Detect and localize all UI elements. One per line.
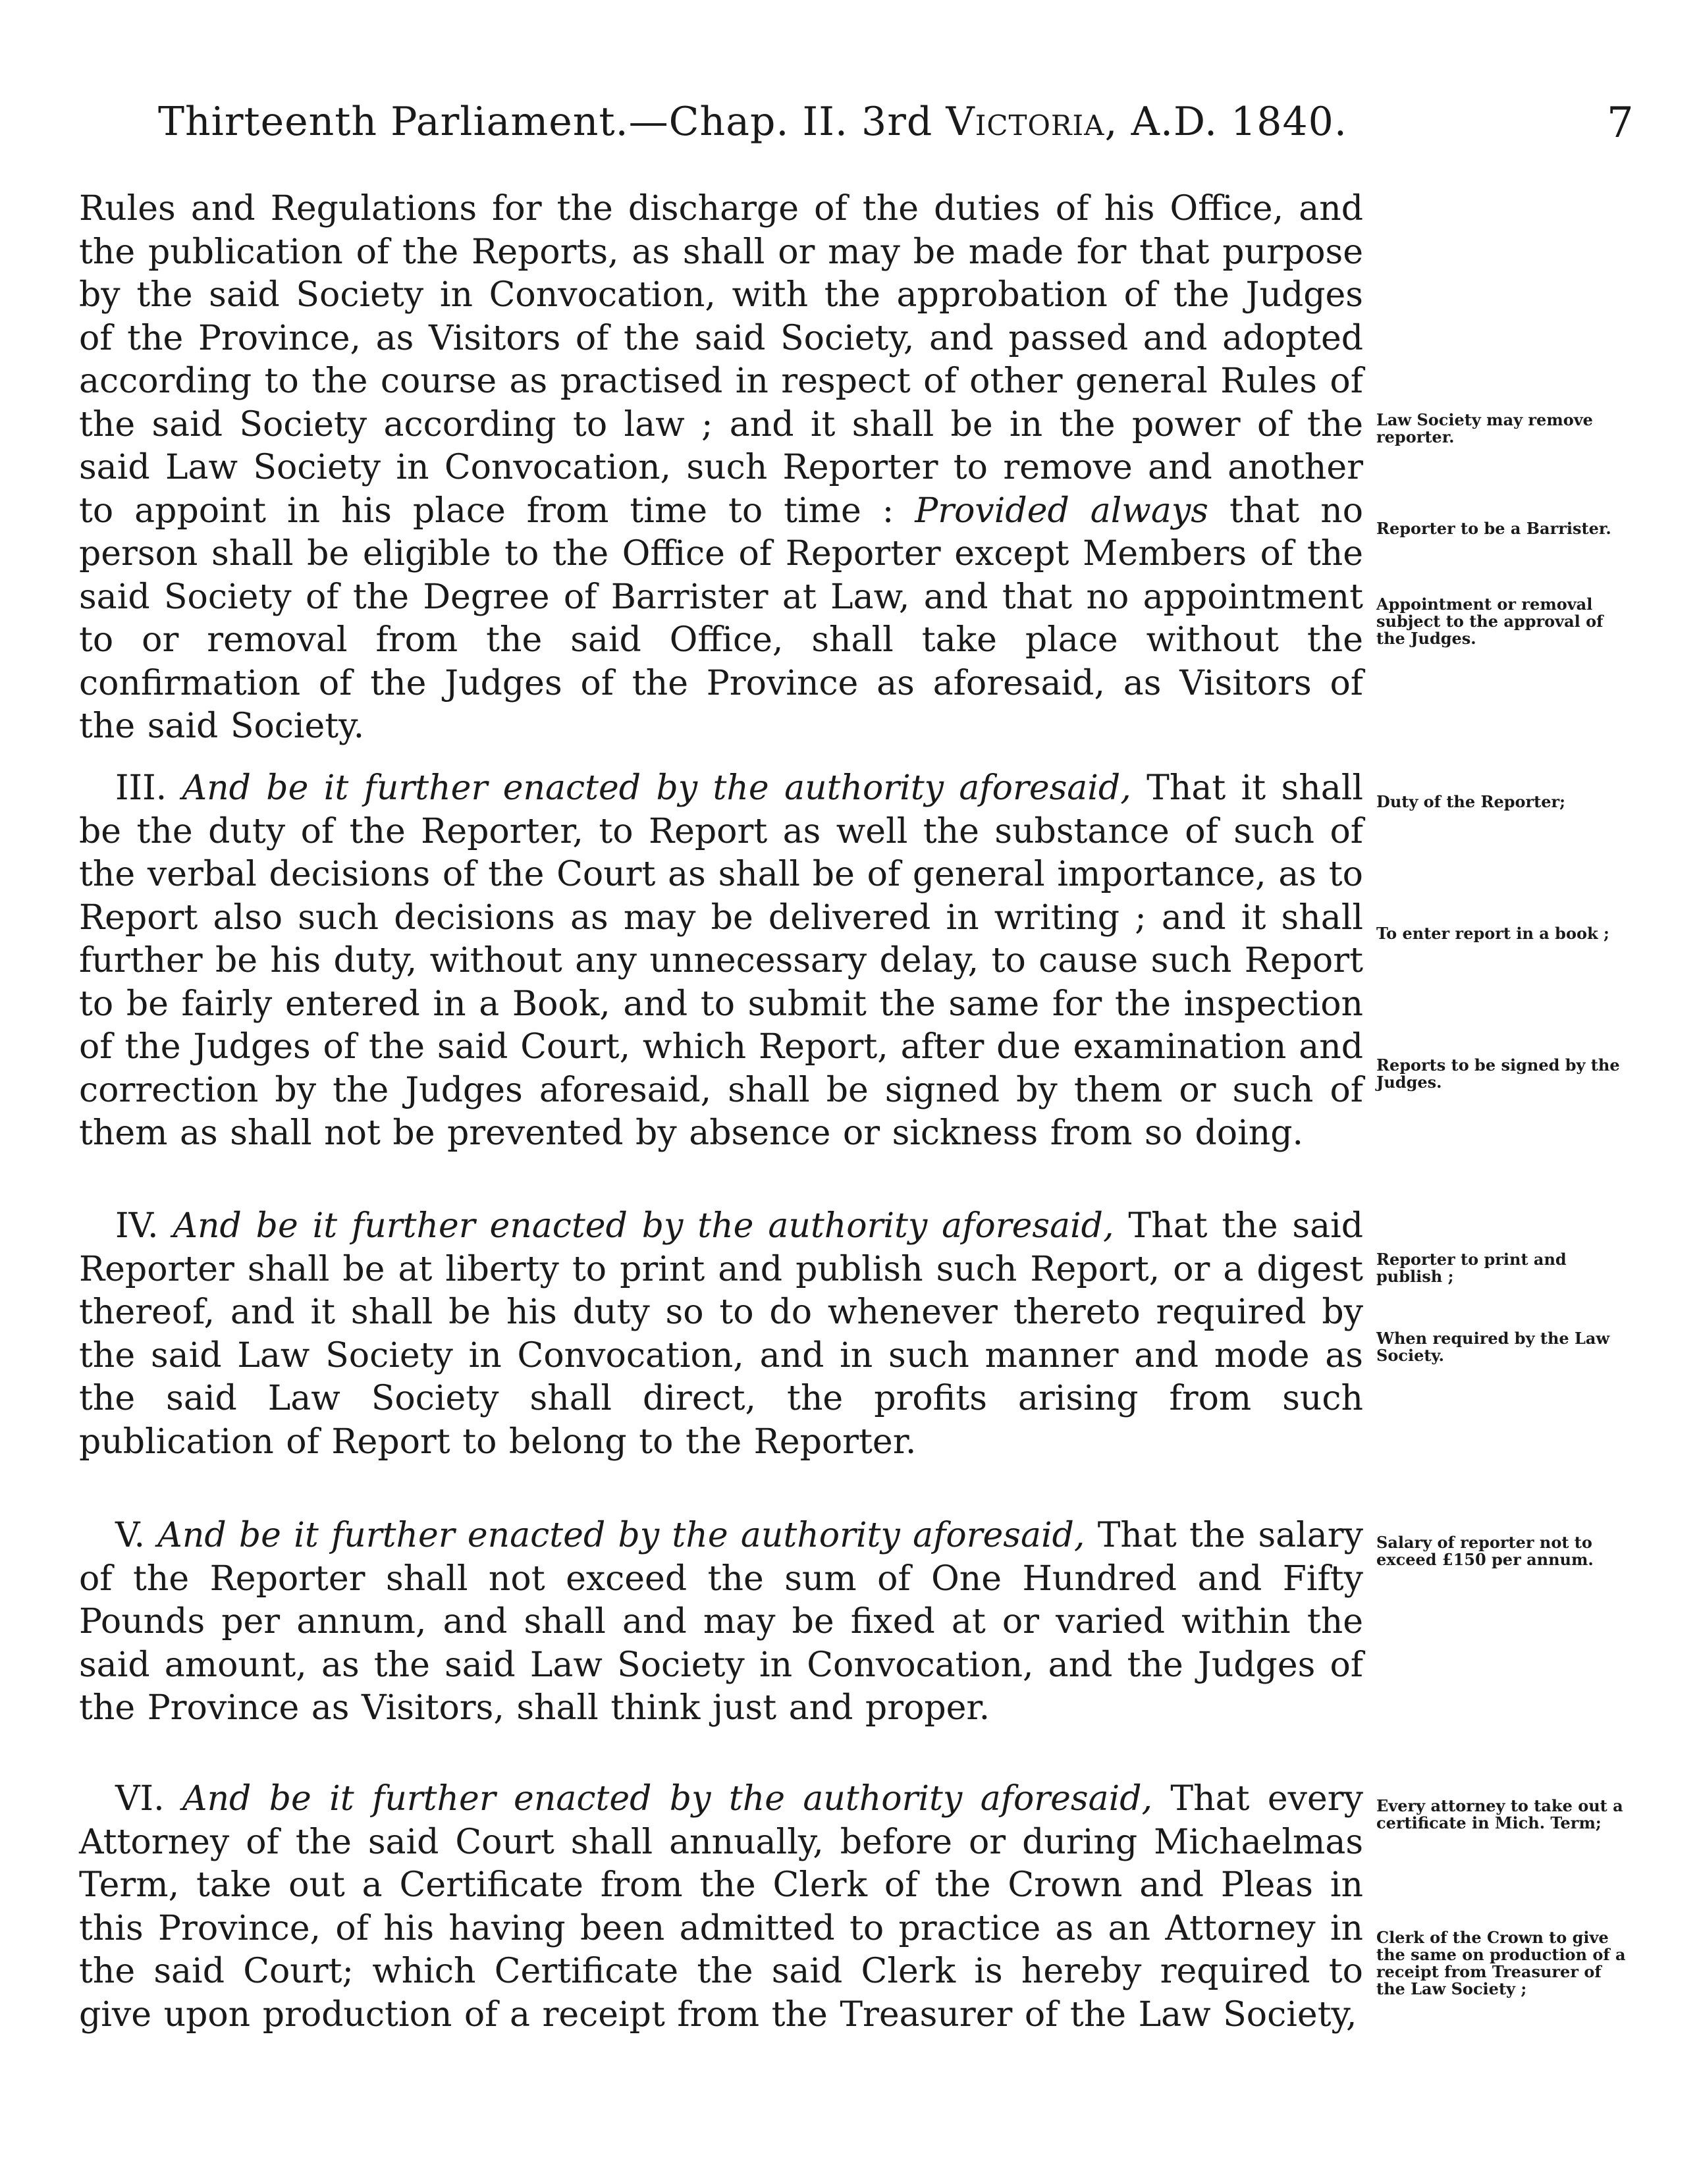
paragraph [79, 1514, 1363, 1730]
header-title-victoria: Victoria [946, 99, 1105, 145]
section-text: That it shall be the duty of the Reporter, to Report as well the substance of such of the verbal decisions of the Court as shall be of general importance, as to Report also such decisions as may be delivered in writing ; and it shall further be his duty, without any unnecessary delay, to cause such Report to be fairly entered in a Book, and to submit the same for the inspection of the Judges of the said Court, which Report, after due examination and correction by the Judges aforesaid, shall be signed by them or such of them as shall not be prevented by absence or sickness from so doing. [79, 768, 1363, 1153]
header-title-suffix: , A.D. 1840. [1104, 99, 1347, 145]
section-number: V. [115, 1516, 145, 1555]
margin-note: Salary of reporter not to exceed £150 per annum. [1376, 1533, 1594, 1569]
section-number: IV. [115, 1206, 159, 1246]
margin-note: Reporter to print and publish ; [1376, 1250, 1567, 1286]
section-text: That the said Reporter shall be at liberty to print and publish such Report, or a digest thereof, and it shall be his duty so to do whenever thereto required by the said Law Society in Convocation, and in such manner and mode as the said Law Society shall direct, the profits arising from such publication of Report to belong to the Reporter. [79, 1206, 1364, 1462]
section-number: VI. [115, 1779, 165, 1819]
header-title [158, 99, 1347, 145]
margin-note: Law Society may remove reporter. [1376, 410, 1593, 446]
margin-note: When required by the Law Society. [1376, 1329, 1610, 1365]
enacting-clause: And be it further enacted by the authority aforesaid, [173, 1206, 1114, 1246]
paragraph [79, 767, 1363, 1156]
margin-note: Appointment or removal subject to the approval of the Judges. [1376, 595, 1604, 648]
margin-note: Duty of the Reporter; [1376, 792, 1566, 811]
margin-note: To enter report in a book ; [1376, 924, 1609, 943]
section-text: That every Attorney of the said Court shall annually, before or during Michaelmas Term, take out a Certificate from the Clerk of the Crown and Pleas in this Province, of his having been admitted to practice as an Attorney in the said Court; which Certificate the said Clerk is hereby required to give upon production of a receipt from the Treasurer of the Law Society, [79, 1779, 1364, 2035]
section-vi [79, 1778, 1363, 2037]
section-number: III. [115, 768, 167, 808]
paragraph-text: Rules and Regulations for the discharge of the duties of his Office, and the publication of the Reports, as shall or may be made for that purpose by the said Society in Convocation, with the approbation of the Judges of the Province, as Visitors of the said Society, and passed and adopted according to the course as practised in respect of other general Rules of the said Society according to law ; and it shall be in the power of the said Law Society in Convocation, such Reporter to remove and another to appoint in his place from time to time : [79, 189, 1363, 531]
enacting-clause: And be it further enacted by the authority aforesaid, [182, 768, 1131, 808]
paragraph [79, 1778, 1363, 2037]
enacting-clause: And be it further enacted by the authority aforesaid, [182, 1779, 1153, 1819]
enacting-clause: And be it further enacted by the authority aforesaid, [157, 1516, 1085, 1555]
paragraph-text-rest: that no person shall be eligible to the Office of Reporter except Members of the said Society of the Degree of Barrister at Law, and that no appointment to or removal from the said Office, shall take place without the confirmation of the Judges of the Province as aforesaid, as Visitors of the said Society. [79, 491, 1364, 746]
section-iii [79, 767, 1363, 1156]
page-number: 7 [1607, 99, 1634, 147]
section-v [79, 1514, 1363, 1730]
section-ii-continuation [79, 188, 1363, 749]
header-title-prefix: Thirteenth Parliament.—Chap. II. 3rd [158, 99, 946, 145]
italic-phrase: Provided always [915, 491, 1208, 531]
margin-note: Reports to be signed by the Judges. [1376, 1055, 1620, 1092]
margin-note: Every attorney to take out a certificate in Mich. Term; [1376, 1796, 1623, 1832]
section-text: That the salary of the Reporter shall not exceed the sum of One Hundred and Fifty Pounds per annum, and shall and may be fixed at or varied within the said amount, as the said Law Society in Convocation, and the Judges of the Province as Visitors, shall think just and proper. [79, 1516, 1364, 1728]
margin-note: Clerk of the Crown to give the same on production of a receipt from Treasurer of the Law Society ; [1376, 1928, 1626, 1998]
paragraph [79, 1205, 1363, 1464]
paragraph [79, 188, 1363, 749]
margin-note: Reporter to be a Barrister. [1376, 519, 1611, 538]
section-iv [79, 1205, 1363, 1464]
